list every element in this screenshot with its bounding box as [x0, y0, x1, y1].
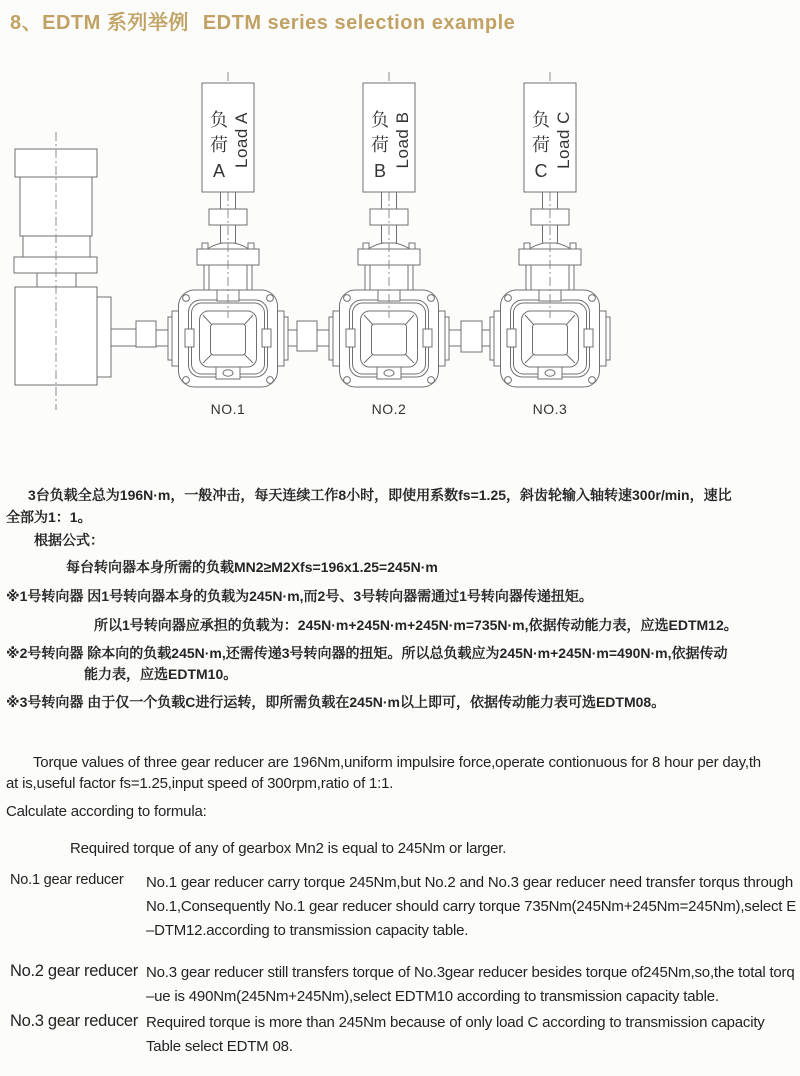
english-explanation	[6, 752, 796, 1059]
note-line: No.1 gear reducer carry torque 245Nm,but No.2 and No.3 gear reducer need transfer torqus through	[146, 874, 794, 891]
load-c-char-2: 荷	[532, 135, 550, 155]
cn-line: 所以1号转向器应承担的负载为：245N·m+245N·m+245N·m=735N·m,依据传动能力表，应选EDTM12。	[94, 617, 738, 633]
gearbox-label-3: NO.3	[532, 401, 568, 417]
calc-formula-line: Calculate according to formula:	[6, 803, 207, 820]
required-torque-line: Required torque of any of gearbox Mn2 is equal to 245Nm or larger.	[70, 840, 507, 857]
note-line: No.3 gear reducer still transfers torque of No.3gear reducer besides torque of245Nm,so,the total torq	[146, 964, 795, 981]
load-b-char-2: 荷	[371, 135, 389, 155]
gear-reducer-notes	[6, 871, 796, 1059]
chinese-explanation	[6, 485, 792, 712]
cn-line: ※2号转向器 除本向的负载245N·m,还需传递3号转向器的扭矩。所以总负载应为245N·m+245N·m=490N·m,依据传动	[6, 645, 728, 661]
load-a-char-1: 负	[210, 110, 228, 130]
cn-line: 每台转向器本身所需的负载MN2≥M2Xfs=196x1.25=245N·m	[66, 559, 438, 575]
page-title-zh: 8、EDTM 系列举例	[10, 12, 189, 34]
load-c-en: Load C	[554, 111, 573, 169]
gear-reducer-note-1	[6, 871, 796, 943]
motor	[14, 132, 111, 410]
note-line: –ue is 490Nm(245Nm+245Nm),select EDTM10 according to transmission capacity table.	[146, 988, 719, 1005]
note-line: –DTM12.according to transmission capacity table.	[146, 922, 469, 939]
cn-line: 3台负载全总为196N·m，一般冲击，每天连续工作8小时，即使用系数fs=1.25，斜齿轮输入轴转速300r/min，速比	[28, 487, 732, 503]
note-line: Table select EDTM 08.	[146, 1038, 293, 1055]
selection-diagram	[0, 0, 800, 432]
cn-line: 全部为1：1。	[6, 509, 92, 525]
cn-line: ※1号转向器 因1号转向器本身的负载为245N·m,而2号、3号转向器需通过1号转向器传递扭矩。	[6, 588, 593, 604]
load-b-char-3: B	[373, 161, 387, 181]
gearbox-label-1: NO.1	[210, 401, 246, 417]
load-b-en: Load B	[393, 111, 412, 169]
gear-reducer-note-2-label: No.2 gear reducer	[10, 962, 138, 980]
gearbox-unit-2	[329, 72, 449, 387]
load-a-char-2: 荷	[210, 135, 228, 155]
load-b-char-1: 负	[371, 110, 389, 130]
en-paragraph-line: Torque values of three gear reducer are 196Nm,uniform impulsire force,operate contionuous for 8 hour per day,th	[33, 754, 761, 771]
cn-line: 根据公式：	[34, 532, 104, 548]
note-line: No.1,Consequently No.1 gear reducer should carry torque 735Nm(245Nm+245Nm=245Nm),select E	[146, 898, 797, 915]
gear-reducer-note-3-label: No.3 gear reducer	[10, 1012, 138, 1030]
load-c-char-3: C	[534, 161, 548, 181]
en-paragraph-line: at is,useful factor fs=1.25,input speed of 300rpm,ratio of 1:1.	[6, 775, 394, 792]
load-c-char-1: 负	[532, 110, 550, 130]
load-a-en: Load A	[232, 112, 251, 168]
cn-line: 能力表，应选EDTM10。	[84, 666, 238, 682]
page-title-en: EDTM series selection example	[202, 12, 516, 34]
gearbox-unit-1	[168, 72, 288, 387]
gear-reducer-note-3	[6, 1011, 796, 1059]
gear-reducer-note-1-label: No.1 gear reducer	[10, 872, 124, 888]
gear-reducer-note-2	[6, 961, 796, 1009]
gearbox-label-2: NO.2	[371, 401, 407, 417]
load-a-char-3: A	[212, 161, 226, 181]
gearbox-unit-3	[490, 72, 610, 387]
note-line: Required torque is more than 245Nm because of only load C according to transmission capacity	[146, 1014, 765, 1031]
cn-line: ※3号转向器 由于仅一个负载C进行运转，即所需负载在245N·m以上即可，依据传动能力表可选EDTM08。	[6, 694, 666, 710]
